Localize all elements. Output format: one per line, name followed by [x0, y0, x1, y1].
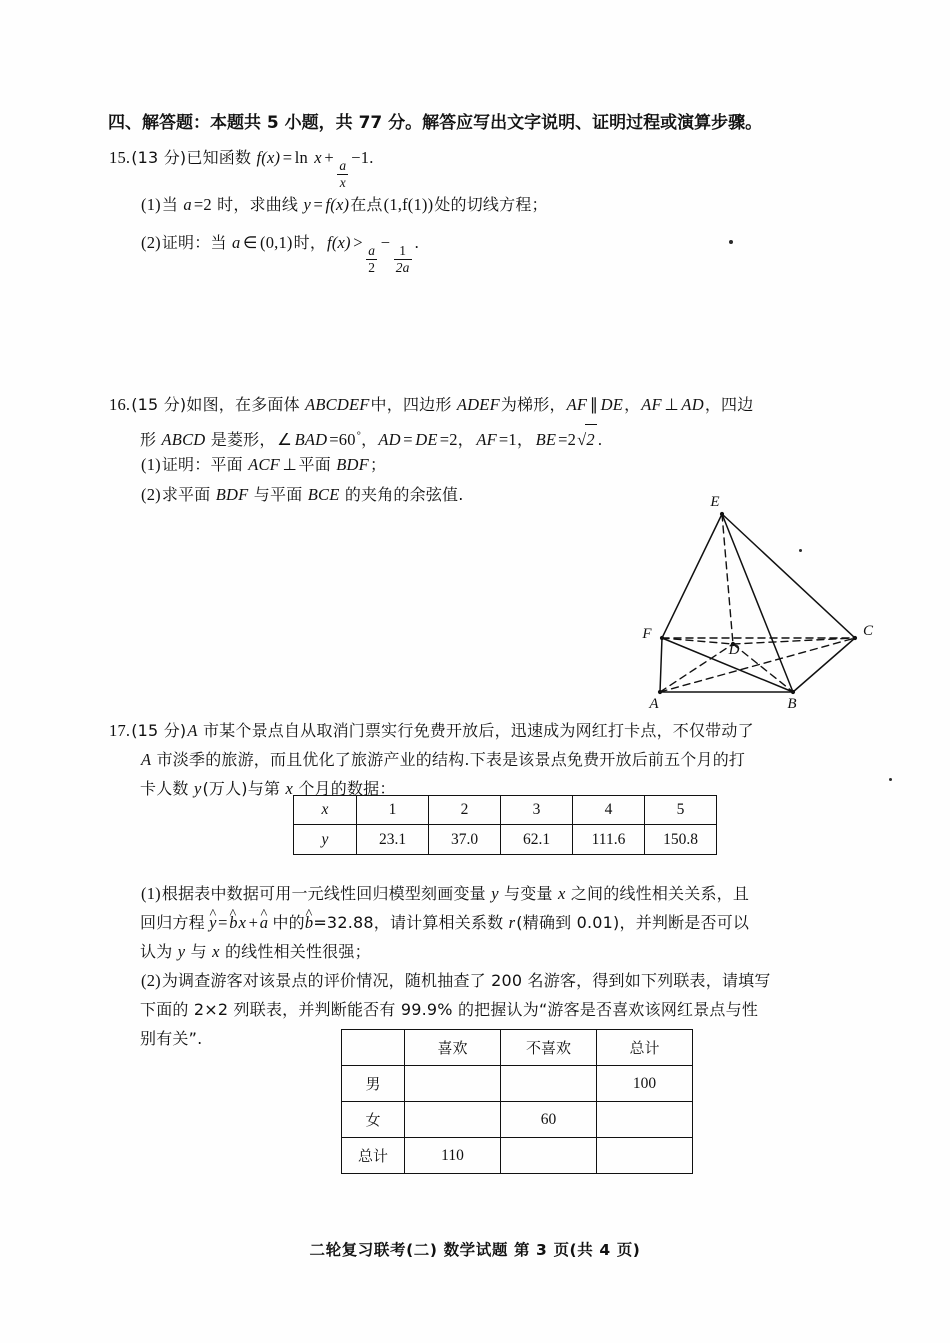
contingency-total-total — [597, 1138, 693, 1174]
q16-l2-radicand: 2 — [585, 424, 596, 455]
q17-p1-l2-r: r — [508, 913, 516, 932]
q16-p2-bce: BCE — [307, 485, 340, 504]
q16-p1-bdf: BDF — [336, 455, 369, 474]
question-17-stem-line-2 — [140, 745, 950, 775]
q16-p1-t1: 证明：平面 — [161, 455, 243, 474]
q15-x: x — [314, 148, 322, 167]
q17-p1-label: (1) — [141, 884, 161, 903]
data-table-y-5: 150.8 — [645, 825, 717, 855]
question-15-part-1 — [140, 190, 930, 220]
table-header-row — [342, 1030, 693, 1066]
question-16-stem-line-1 — [108, 390, 938, 420]
contingency-male-total: 100 — [597, 1066, 693, 1102]
q15-p1-t3: 在点 — [350, 195, 383, 214]
q15-p2-interval: (0,1) — [260, 233, 293, 252]
q16-l1-adef: ADEF — [456, 395, 500, 414]
q17-p1-l1-t3: 之间的线性相关关系，且 — [570, 884, 750, 903]
scan-speck — [729, 240, 733, 244]
q16-l2-comma: ， — [361, 429, 378, 449]
q15-p1-t1: 当 — [161, 195, 179, 214]
q17-marks: (15 分) — [131, 721, 187, 740]
contingency-female-total — [597, 1102, 693, 1138]
q16-p2-label: (2) — [141, 485, 161, 504]
page-footer: 二轮复习联考(二) 数学试题 第 3 页(共 4 页) — [309, 1241, 641, 1259]
data-table-x-2: 2 — [429, 796, 501, 825]
q15-p2-frac2-den: 2a — [395, 259, 410, 275]
q17-p1-l1-t1: 根据表中数据可用一元线性回归模型刻画变量 — [161, 884, 486, 903]
q15-frac-den: x — [339, 174, 346, 190]
q16-l2-af: AF — [476, 429, 497, 449]
q17-p1-l2-t2: 中的 — [272, 913, 305, 932]
q17-p1-l3-x: x — [212, 942, 220, 961]
q15-p1-t2: 时，求曲线 — [217, 195, 299, 214]
data-table-y-3: 62.1 — [501, 825, 573, 855]
section-heading: 四、解答题：本题共 5 小题，共 77 分。解答应写出文字说明、证明过程或演算步骤。 — [108, 113, 763, 133]
q15-number: 15. — [109, 148, 131, 167]
q16-l1-ad: AD — [681, 395, 704, 414]
q16-l2-t1: 形 — [140, 429, 157, 449]
data-table-y-2: 37.0 — [429, 825, 501, 855]
contingency-row-label-female: 女 — [342, 1102, 405, 1138]
data-table-x-1: 1 — [357, 796, 429, 825]
question-17-stem-line-1 — [108, 716, 948, 746]
figure-label-B: B — [787, 696, 797, 712]
q15-p1-fx: f(x) — [325, 195, 350, 214]
contingency-header-like: 喜欢 — [405, 1030, 501, 1066]
q16-l2-eq2: =2， — [439, 429, 475, 449]
q15-p1-point: (1,f(1)) — [383, 195, 434, 214]
q15-frac-num: a — [339, 158, 347, 174]
data-table-x-3: 3 — [501, 796, 573, 825]
contingency-corner-cell — [342, 1030, 405, 1066]
contingency-table — [341, 1029, 693, 1174]
contingency-row-label-male: 男 — [342, 1066, 405, 1102]
q16-l1-abcdef: ABCDEF — [305, 395, 370, 414]
q17-l3-x: x — [285, 779, 294, 798]
q16-l2-eq4: =2 — [558, 429, 577, 449]
contingency-header-dislike: 不喜欢 — [501, 1030, 597, 1066]
q16-p1-t2: 平面 — [298, 455, 331, 474]
q15-stem-text: 已知函数 — [186, 148, 252, 167]
q17-l3-t1: 卡人数 — [140, 779, 189, 798]
q16-l2-de: DE — [415, 429, 438, 449]
q17-p1-l3-y: y — [177, 942, 186, 961]
contingency-male-dislike — [501, 1066, 597, 1102]
q17-l3-y: y — [193, 779, 202, 798]
q15-p2-label: (2) — [141, 233, 161, 252]
q15-p1-y: y — [303, 195, 311, 214]
q16-l2-angle: ∠ — [277, 429, 293, 449]
q15-p2-fraction-a-over-2 — [364, 243, 379, 274]
q15-p2-a: a — [231, 233, 241, 252]
table-row-y — [294, 825, 717, 855]
q15-p2-fx: f(x) — [327, 233, 351, 252]
q16-l1-t3: 为梯形， — [500, 395, 566, 414]
contingency-female-dislike: 60 — [501, 1102, 597, 1138]
q17-p2-label: (2) — [141, 971, 161, 990]
edge-FB — [662, 638, 793, 692]
q17-l1-text: 市某个景点自从取消门票实行免费开放后，迅速成为网红打卡点，不仅带动了 — [202, 721, 754, 740]
q15-p2-frac1-num: a — [368, 243, 376, 259]
q15-p2-frac2-num: 1 — [394, 243, 412, 259]
q17-p1-b-hat-2: b ^ — [305, 908, 313, 938]
figure-label-C: C — [862, 623, 874, 639]
q16-l2-period: . — [597, 429, 603, 449]
q15-p1-label: (1) — [141, 195, 161, 214]
edge-EC — [722, 514, 855, 638]
q17-p1-l2-t1: 回归方程 — [140, 913, 205, 932]
data-table-x-label: x — [294, 796, 357, 825]
q17-p1-l1-t2: 与变量 — [504, 884, 553, 903]
scan-speck — [799, 549, 802, 552]
edge-EF — [662, 514, 722, 638]
q17-p1-l3-t2: 与 — [190, 942, 207, 961]
q17-l2-A: A — [141, 750, 152, 769]
q17-p1-y-hat: y ^ — [209, 908, 217, 938]
data-table-y-4: 111.6 — [573, 825, 645, 855]
q15-p2-gt: > — [353, 233, 363, 252]
table-row-x — [294, 796, 717, 825]
q16-l2-bad: BAD — [294, 429, 328, 449]
q16-l2-eq60: =60 — [329, 429, 356, 449]
q16-p1-t3: ； — [369, 455, 387, 474]
q16-p2-t1: 求平面 — [161, 485, 211, 504]
edge-AD-hidden — [660, 644, 733, 692]
sqrt-icon: √ — [577, 429, 587, 449]
figure-label-D: D — [728, 642, 740, 658]
q17-l1-A: A — [187, 721, 198, 740]
q16-l1-t4: ，四边 — [704, 395, 754, 414]
q17-p1-l1-y: y — [491, 884, 499, 903]
data-table-y-1: 23.1 — [357, 825, 429, 855]
q17-p1-l2-eq: = — [218, 913, 228, 932]
q17-p1-l2-t3: (精确到 0.01)，并判断是否可以 — [516, 913, 750, 932]
q16-marks: (15 分) — [131, 395, 187, 414]
table-row — [342, 1138, 693, 1174]
q16-l2-eq1: = — [403, 429, 413, 449]
q15-p1-a: a — [183, 195, 192, 214]
q15-p1-eq: = — [313, 195, 324, 214]
question-17-part-2-line-3: 别有关”. — [140, 1029, 203, 1048]
q15-plus: + — [324, 148, 334, 167]
q16-p1-acf: ACF — [248, 455, 280, 474]
question-15-part-2 — [140, 228, 930, 275]
q15-p1-eq2: =2 — [193, 195, 212, 214]
q17-number: 17. — [109, 721, 131, 740]
q15-ln: ln — [294, 148, 308, 167]
edge-FA — [660, 638, 662, 692]
q16-p2-t3: 的夹角的余弦值. — [344, 485, 464, 504]
q15-p2-in: ∈ — [242, 233, 258, 252]
contingency-row-label-total: 总计 — [342, 1138, 405, 1174]
table-row — [342, 1102, 693, 1138]
question-17-part-2-line-1 — [140, 966, 950, 996]
q15-fx: f(x) — [256, 148, 281, 167]
q17-p1-b-hat: b ^ — [229, 908, 237, 938]
q17-p1-l2-val: =32.88，请计算相关系数 — [313, 913, 504, 932]
edge-ED-hidden — [722, 514, 733, 644]
q15-p2-minus: − — [380, 233, 391, 252]
q15-p2-period: . — [414, 233, 419, 252]
q15-p1-t4: 处的切线方程； — [434, 195, 548, 214]
q16-l1-comma1: ， — [624, 395, 641, 414]
data-table-x-5: 5 — [645, 796, 717, 825]
q17-p1-l2-x: x — [238, 913, 247, 932]
q16-l1-af2: AF — [641, 395, 662, 414]
question-17-part-2-line-2: 下面的 2×2 列联表，并判断能否有 99.9% 的把握认为“游客是否喜欢该网红景点与性 — [140, 1000, 759, 1019]
q16-p2-bdf: BDF — [215, 485, 249, 504]
q17-p1-l3-t3: 的线性相关性很强； — [224, 942, 371, 961]
q16-l2-eq3: =1， — [498, 429, 534, 449]
question-17-part-1-line-3 — [140, 937, 950, 967]
q16-l1-parallel: ∥ — [589, 395, 599, 414]
q16-l1-t1: 如图，在多面体 — [186, 395, 300, 414]
q17-p1-l1-x: x — [557, 884, 566, 903]
contingency-male-like — [405, 1066, 501, 1102]
figure-label-F: F — [642, 626, 652, 642]
q15-p2-fraction-1-over-2a — [392, 243, 414, 274]
q17-p1-l2-plus: + — [248, 913, 259, 932]
q15-equals: = — [282, 148, 293, 167]
contingency-female-like — [405, 1102, 501, 1138]
q15-minus-one: −1. — [351, 148, 374, 167]
contingency-header-total: 总计 — [597, 1030, 693, 1066]
q17-l3-t2: (万人)与第 — [202, 779, 281, 798]
q16-l1-perp: ⊥ — [664, 395, 679, 414]
question-15-stem — [108, 143, 908, 190]
q15-p2-frac1-den: 2 — [368, 259, 376, 275]
q16-p1-perp: ⊥ — [282, 455, 298, 474]
polyhedron-figure — [630, 492, 880, 712]
q16-number: 16. — [109, 395, 131, 414]
q15-marks: (13 分) — [131, 148, 187, 167]
q17-p2-line1: 为调查游客对该景点的评价情况，随机抽查了 200 名游客，得到如下列联表，请填写 — [161, 971, 771, 990]
q16-l1-de: DE — [600, 395, 624, 414]
q17-p1-l3-t1: 认为 — [140, 942, 173, 961]
q16-p2-t2: 与平面 — [253, 485, 303, 504]
contingency-total-dislike — [501, 1138, 597, 1174]
figure-label-A: A — [649, 696, 659, 712]
q16-l1-af1: AF — [566, 395, 588, 414]
monthly-visitors-table — [293, 795, 717, 855]
q16-p1-label: (1) — [141, 455, 161, 474]
figure-label-E: E — [710, 494, 720, 510]
q16-l2-t2: 是菱形， — [210, 429, 276, 449]
q15-fraction-a-over-x — [335, 158, 350, 189]
table-row — [342, 1066, 693, 1102]
contingency-total-like: 110 — [405, 1138, 501, 1174]
data-table-y-label: y — [294, 825, 357, 855]
q16-l2-ad: AD — [378, 429, 401, 449]
q15-p2-t1: 证明：当 — [161, 233, 227, 252]
q17-l3-t3: 个月的数据： — [298, 779, 396, 798]
scan-speck — [889, 778, 892, 781]
q16-l2-degree: ° — [356, 429, 362, 441]
q16-l2-be: BE — [535, 429, 557, 449]
q17-p1-a-hat: a ^ — [260, 908, 268, 938]
q17-l2-text: 市淡季的旅游，而且优化了旅游产业的结构.下表是该景点免费开放后前五个月的打 — [156, 750, 746, 769]
edge-AC-hidden — [660, 638, 855, 692]
q16-l2-abcd: ABCD — [161, 429, 206, 449]
q16-l1-t2: 中，四边形 — [370, 395, 452, 414]
question-16-part-1 — [140, 450, 930, 480]
question-17-part-1-line-2 — [140, 908, 950, 938]
q15-p2-t2: 时， — [293, 233, 327, 252]
data-table-x-4: 4 — [573, 796, 645, 825]
